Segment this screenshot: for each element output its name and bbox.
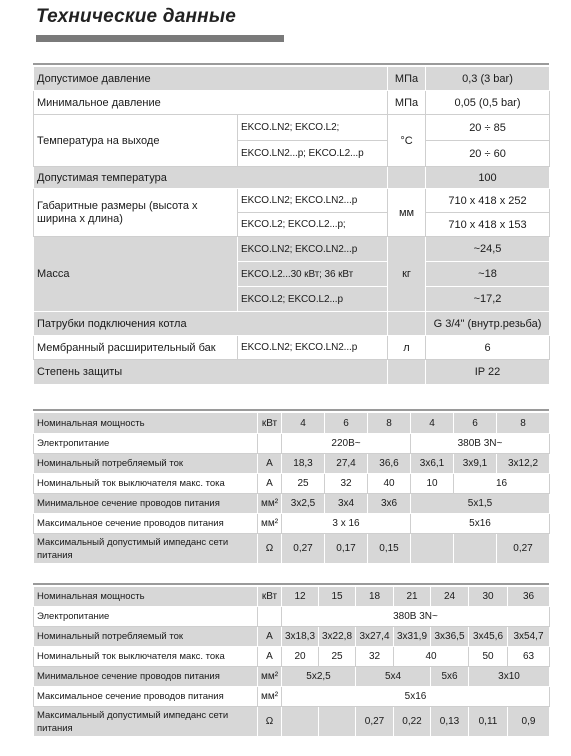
value-cell: 15 <box>319 587 356 607</box>
unit-cell: мм <box>388 189 426 237</box>
unit-cell: A <box>258 647 282 667</box>
table-row <box>34 67 550 91</box>
model-cell: EKCO.LN2; EKCO.L2; <box>238 115 388 141</box>
row-label: Максимальное сечение проводов питания <box>34 514 258 534</box>
value-cell: 36 <box>508 587 550 607</box>
value-cell: ~24,5 <box>426 237 550 262</box>
model-cell: EKCO.LN2...p; EKCO.L2...p <box>238 141 388 167</box>
value-cell: 0,15 <box>368 534 411 564</box>
value-cell: 5x6 <box>431 667 469 687</box>
unit-cell: A <box>258 627 282 647</box>
value-cell: 6 <box>325 413 368 434</box>
row-label: Номинальный потребляемый ток <box>34 627 258 647</box>
value-cell: 5x4 <box>356 667 431 687</box>
value-cell: 20 ÷ 85 <box>426 115 550 141</box>
value-cell <box>454 534 497 564</box>
value-cell: 5x16 <box>282 687 550 707</box>
value-cell: 16 <box>454 474 550 494</box>
unit-cell: кВт <box>258 587 282 607</box>
value-cell: 0,27 <box>497 534 550 564</box>
unit-cell: °C <box>388 115 426 167</box>
table-row <box>34 494 550 514</box>
row-label: Габаритные размеры (высота х ширина х длина) <box>34 189 238 237</box>
value-cell: 25 <box>282 474 325 494</box>
value-cell: 3 x 16 <box>282 514 411 534</box>
value-cell: IP 22 <box>426 360 550 385</box>
table-row <box>34 167 550 189</box>
row-label: Допустимая температура <box>34 167 388 189</box>
value-cell: 3x27,4 <box>356 627 394 647</box>
table-row <box>34 474 550 494</box>
row-label: Максимальный допустимый импеданс сети питания <box>34 707 258 737</box>
value-cell: 0,27 <box>282 534 325 564</box>
value-cell: 0,3 (3 bar) <box>426 67 550 91</box>
model-cell: EKCO.LN2; EKCO.LN2...p <box>238 189 388 213</box>
value-cell: 710 x 418 x 252 <box>426 189 550 213</box>
value-cell: 0,05 (0,5 bar) <box>426 91 550 115</box>
value-cell: 32 <box>356 647 394 667</box>
unit-cell: мм² <box>258 514 282 534</box>
value-cell: 32 <box>325 474 368 494</box>
model-cell: EKCO.L2; EKCO.L2...p; <box>238 213 388 237</box>
table-row <box>34 312 550 336</box>
title-underline <box>36 35 284 42</box>
value-cell: 24 <box>431 587 469 607</box>
row-label: Электропитание <box>34 434 258 454</box>
model-cell: EKCO.LN2; EKCO.LN2...p <box>238 336 388 360</box>
unit-cell: МПа <box>388 67 426 91</box>
table-row <box>34 514 550 534</box>
row-label: Номинальный потребляемый ток <box>34 454 258 474</box>
unit-cell <box>258 434 282 454</box>
value-cell: 4 <box>282 413 325 434</box>
table-row <box>34 627 550 647</box>
value-cell: 5x2,5 <box>282 667 356 687</box>
unit-cell: A <box>258 474 282 494</box>
value-cell: 3x10 <box>469 667 550 687</box>
unit-cell <box>388 360 426 385</box>
value-cell: 0,27 <box>356 707 394 737</box>
unit-cell <box>258 607 282 627</box>
value-cell: 6 <box>454 413 497 434</box>
table-row <box>34 91 550 115</box>
value-cell: 12 <box>282 587 319 607</box>
row-label: Мембранный расширительный бак <box>34 336 238 360</box>
table-row <box>34 667 550 687</box>
table-row <box>34 607 550 627</box>
value-cell: 3x2,5 <box>282 494 325 514</box>
power-table-2 <box>33 586 550 737</box>
row-label: Электропитание <box>34 607 258 627</box>
row-label: Минимальное сечение проводов питания <box>34 667 258 687</box>
value-cell: 10 <box>411 474 454 494</box>
table-row <box>34 115 550 141</box>
value-cell: 0,13 <box>431 707 469 737</box>
value-cell <box>411 534 454 564</box>
row-label: Патрубки подключения котла <box>34 312 388 336</box>
value-cell: 50 <box>469 647 508 667</box>
value-cell: 3x6,1 <box>411 454 454 474</box>
value-cell: 3x12,2 <box>497 454 550 474</box>
row-label: Номинальный ток выключателя макс. тока <box>34 647 258 667</box>
table-top-border <box>33 583 549 585</box>
value-cell: 220В~ <box>282 434 411 454</box>
table-row <box>34 360 550 385</box>
row-label: Номинальная мощность <box>34 587 258 607</box>
unit-cell: мм² <box>258 687 282 707</box>
row-label: Минимальное сечение проводов питания <box>34 494 258 514</box>
value-cell: 21 <box>394 587 431 607</box>
value-cell: 8 <box>368 413 411 434</box>
table-row <box>34 454 550 474</box>
unit-cell: мм² <box>258 667 282 687</box>
model-cell: EKCO.L2...30 кВт; 36 кВт <box>238 262 388 287</box>
value-cell: 18,3 <box>282 454 325 474</box>
value-cell: 4 <box>411 413 454 434</box>
value-cell: 0,22 <box>394 707 431 737</box>
value-cell: 3x54,7 <box>508 627 550 647</box>
value-cell: 380В 3N~ <box>411 434 550 454</box>
table-top-border <box>33 63 549 65</box>
value-cell: G 3/4" (внутр.резьба) <box>426 312 550 336</box>
value-cell: 100 <box>426 167 550 189</box>
value-cell: 0,11 <box>469 707 508 737</box>
row-label: Масса <box>34 237 238 312</box>
value-cell: 3x9,1 <box>454 454 497 474</box>
row-label: Степень защиты <box>34 360 388 385</box>
spec-table <box>33 66 550 385</box>
unit-cell: Ω <box>258 534 282 564</box>
value-cell: 3x31,9 <box>394 627 431 647</box>
unit-cell: Ω <box>258 707 282 737</box>
value-cell: 25 <box>319 647 356 667</box>
value-cell: 3x45,6 <box>469 627 508 647</box>
table-top-border <box>33 409 549 411</box>
unit-cell: A <box>258 454 282 474</box>
value-cell: 3x22,8 <box>319 627 356 647</box>
unit-cell <box>388 312 426 336</box>
table-row <box>34 687 550 707</box>
page-title: Технические данные <box>36 6 237 27</box>
value-cell: 63 <box>508 647 550 667</box>
value-cell: ~18 <box>426 262 550 287</box>
value-cell: 380В 3N~ <box>282 607 550 627</box>
unit-cell: кг <box>388 237 426 312</box>
row-label: Максимальный допустимый импеданс сети питания <box>34 534 258 564</box>
value-cell <box>319 707 356 737</box>
value-cell: 20 <box>282 647 319 667</box>
value-cell: 8 <box>497 413 550 434</box>
value-cell: 5x16 <box>411 514 550 534</box>
power-table-1 <box>33 412 550 564</box>
table-row <box>34 189 550 213</box>
table-row <box>34 434 550 454</box>
row-label: Температура на выходе <box>34 115 238 167</box>
unit-cell: л <box>388 336 426 360</box>
table-row <box>34 413 550 434</box>
value-cell: 36,6 <box>368 454 411 474</box>
table-row <box>34 587 550 607</box>
value-cell: 18 <box>356 587 394 607</box>
table-row <box>34 534 550 564</box>
value-cell: 40 <box>368 474 411 494</box>
model-cell: EKCO.LN2; EKCO.LN2...p <box>238 237 388 262</box>
row-label: Максимальное сечение проводов питания <box>34 687 258 707</box>
value-cell: 5x1,5 <box>411 494 550 514</box>
value-cell: 3x36,5 <box>431 627 469 647</box>
value-cell: 0,17 <box>325 534 368 564</box>
value-cell <box>282 707 319 737</box>
value-cell: 3x18,3 <box>282 627 319 647</box>
value-cell: 3x6 <box>368 494 411 514</box>
table-row <box>34 336 550 360</box>
table-row <box>34 237 550 262</box>
row-label: Минимальное давление <box>34 91 388 115</box>
unit-cell: кВт <box>258 413 282 434</box>
row-label: Номинальная мощность <box>34 413 258 434</box>
value-cell: 30 <box>469 587 508 607</box>
unit-cell: МПа <box>388 91 426 115</box>
row-label: Допустимое давление <box>34 67 388 91</box>
table-row <box>34 707 550 737</box>
unit-cell: мм² <box>258 494 282 514</box>
value-cell: 3x4 <box>325 494 368 514</box>
value-cell: 710 x 418 x 153 <box>426 213 550 237</box>
value-cell: 0,9 <box>508 707 550 737</box>
value-cell: 20 ÷ 60 <box>426 141 550 167</box>
table-row <box>34 647 550 667</box>
value-cell: 40 <box>394 647 469 667</box>
model-cell: EKCO.L2; EKCO.L2...p <box>238 287 388 312</box>
value-cell: 27,4 <box>325 454 368 474</box>
value-cell: ~17,2 <box>426 287 550 312</box>
value-cell: 6 <box>426 336 550 360</box>
row-label: Номинальный ток выключателя макс. тока <box>34 474 258 494</box>
unit-cell <box>388 167 426 189</box>
